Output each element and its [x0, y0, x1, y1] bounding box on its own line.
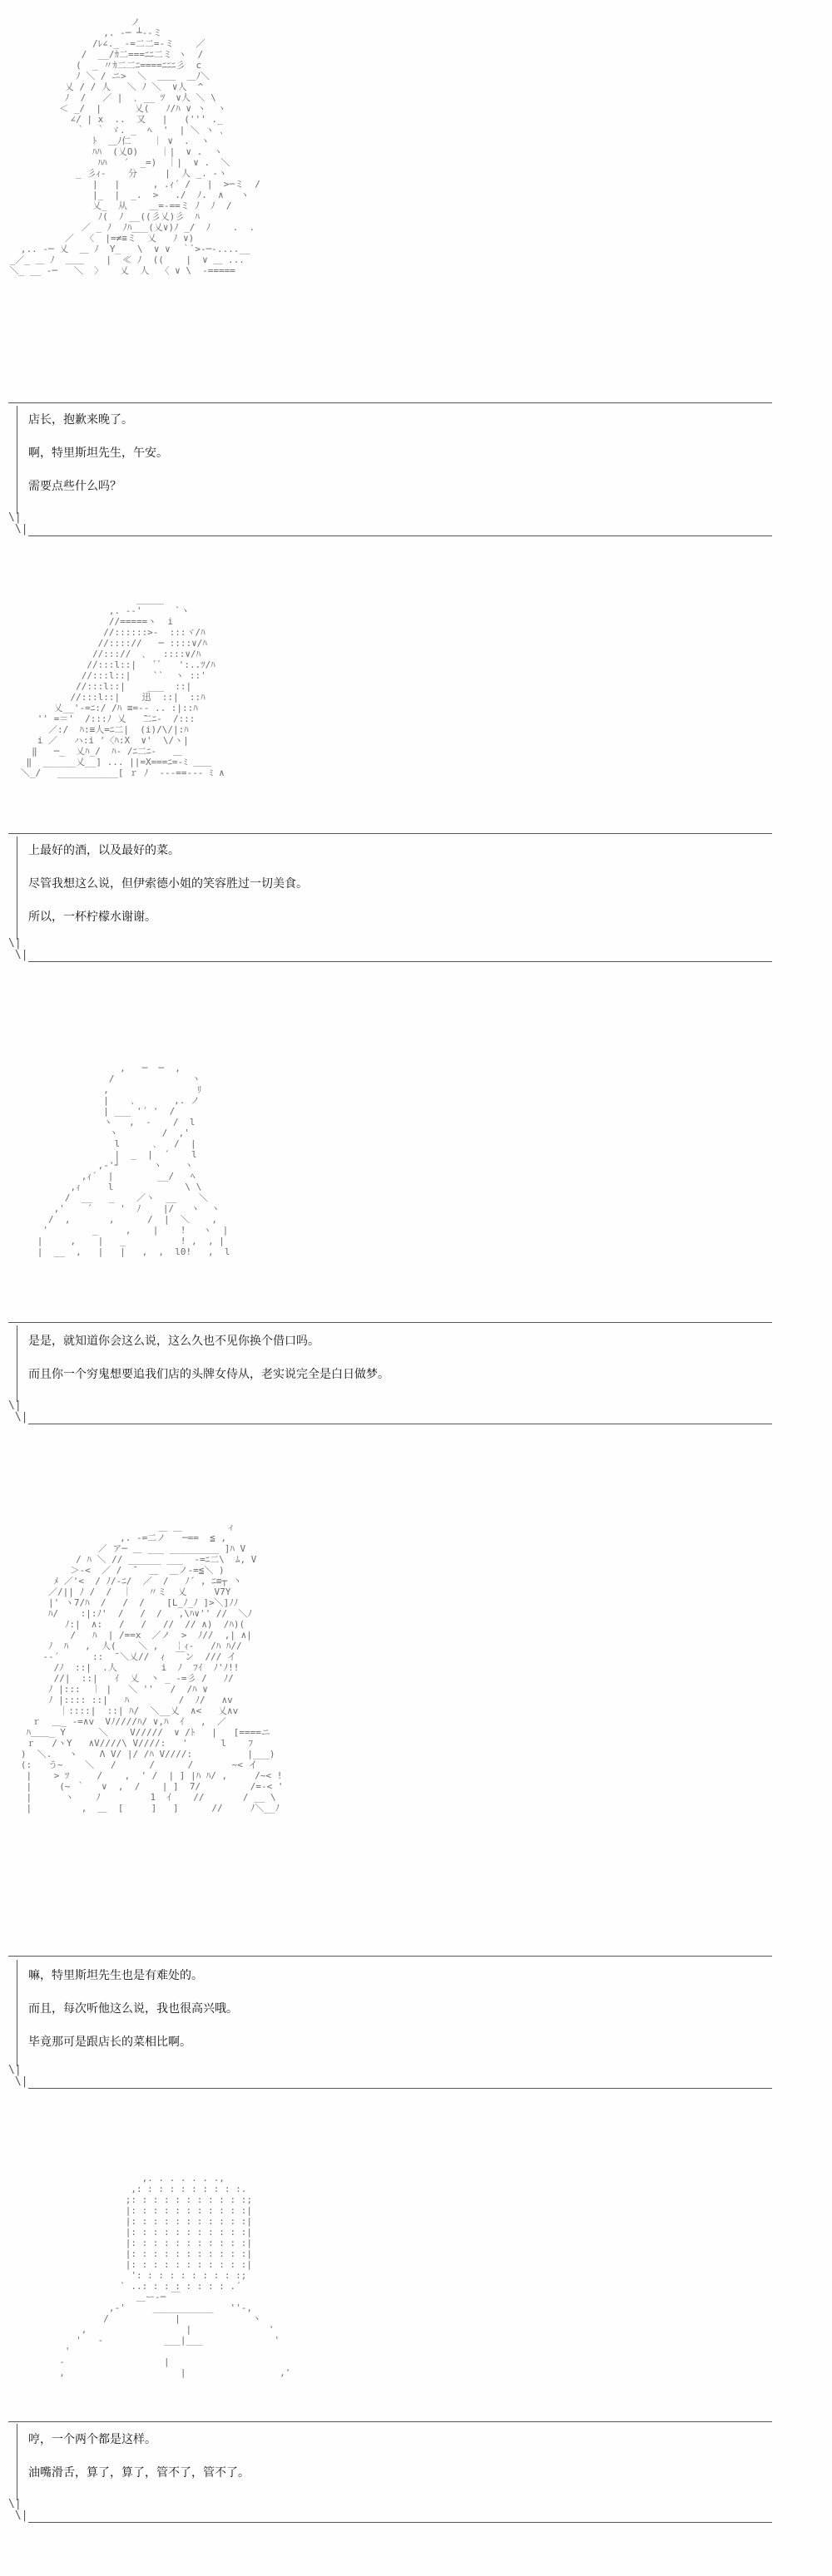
dialog-line: 毕竟那可是跟店长的菜相比啊。 [28, 2036, 191, 2049]
dialog-bracket: \| \| [8, 406, 23, 535]
ascii-art-illustration: ＿ ＿ ィ ,. ‐=二ノ ─== ≦ , ／ ア─ ＿ ___ _________ ]ﾊ V / ﾊ ＼ // ______ ___ -=ﾆ二\ ﾑ, V ＞-< ／ / ̄ ＿ ＿ノ-=≦＼ ) ﾒ ／'< / ﾉ/-ﾆ/ ／ / ﾉ´ , ﾆ≡┬ 丶 ／/|| ﾉ / / ｜ 〃ミ 乂 V7Y |' ヽ7/ﾊ / / / [L_ﾉ_ﾉ ]>＼]ﾉﾉ ﾊ/ :|:ﾉ' / / / ,\ﾊ∨'' // ＼ﾉ ﾉ:| ∧: / / // // ∧) /ﾊ)( / ﾊ | /==x ／ノ > ﾉ// ,| ∧| ﾉ ﾊ , 人( ＼ , ￤ｨ- /ﾊ ﾊ// -‐´ :: ̄ ＼乂// ｨ ￣ン /// イ /ﾉ ::| .人 i ﾉ ﾌｲ ﾉ'ﾉ!! //| ::| ｲ 乂 丶 _ -=彡 / ﾉ/ ﾉ |::: ｜ | ＼ '' / /ﾊ ∨ ﾉ |:::: ::| ﾊ / ﾉ/ ∧v ｜::::| ::| ﾊ/ ＼__乂 ∧< 乂∧v ｒ ＿_ -=∧v Vﾉ////ﾊ/ ∨,ﾊ ｲ , ／ ﾊ＿＿_ Y ＼ V///// ∨ /ﾄ | [====ニ ｒ /ヽY ∧V////\ V////: ' l ﾌ ) ＼. ヽ Λ V/ |/ /ﾊ V////: |___) (: う~ ＼ / / / ~< イ | > ﾂ / , ' / | ] |ﾊ ﾊ/ , /~< ! | (~ ｀ ∨ , / | ] 7/ /=-< ' | ヽ ﾉ 1 ｲ // / __ \ | , ＿ [ ] ] // ﾉ＼__ﾉ [20, 1522, 284, 1814]
divider-line [8, 833, 772, 834]
dialog-bracket: \| \| [8, 1325, 23, 1424]
ascii-art-illustration: ＿＿＿ ,. -‐' `ヽ //=====ヽ i //::::::>- :::ヾ/ﾊ //::::// ─ ::::∨/ﾊ //:::// ､ ::::∨/ﾊ //:::l::| ﾞﾞ ':..ﾂ/ﾊ //:::l::| `` ヽ ::' //:::l::| ___ ::| //:::l::| 迅 ::| ::ﾊ 乂__'-=ﾆ:/ /ﾊ ≡=-- .. :|::ﾊ '' =＝' /:::ﾉ 乂 ̄二ﾆ- /::: ／:/ ﾊ:≡人=ﾆ二| (i)/\/|:ﾊ i ／ ハ:i '〈ﾊ:X ∨' \/ヽ| ‖ ─_ 乂ﾊ_/ ﾊ- /ﾆ二ﾆ- ＿ ‖ ______乂__] ... ||=X===ﾆ=-ﾐ ＿＿ ＼_/ ___________[ ｒ ﾉ ---==--- ﾐ ∧ [20, 595, 225, 778]
divider-line [8, 1322, 772, 1323]
divider-line [28, 2088, 772, 2089]
dialog-line: 而且，每次听他这么说，我也很高兴哦。 [28, 2002, 238, 2016]
dialog-line: 需要点些什么吗？ [28, 480, 121, 493]
divider-line [28, 961, 772, 962]
dialog-bracket: \| \| [8, 2424, 23, 2522]
dialog-box [28, 412, 168, 511]
ascii-art-illustration: , ─ ─ , / ヽ , ﾘ | ､ ,. ノ | ___ '´ ' / ヽ , - / l ヽ / ,' l ､ / | | _ | ´ l ,-'┘ ヽ ヽ ,ｨ´ | __/ ﾍ ,ｨ l \ \ / __ _ ／ヽ __ ＼ ,' ´ ' ﾉ |/ ヽ ヽ / , , / | ＼ , ' _ , | ! ヽ | | , | _ ! , , | | __ , | | , , l0! , l [37, 1063, 230, 1257]
dialog-line: 店长，抱歉来晚了。 [28, 413, 133, 427]
dialog-line: 油嘴滑舌，算了，算了，管不了，管不了。 [28, 2466, 250, 2480]
divider-line [8, 2421, 772, 2422]
dialog-box [28, 842, 308, 942]
divider-line [28, 2522, 772, 2523]
dialog-line: 是是，就知道你会这么说，这么久也不见你换个借口吗。 [28, 1335, 319, 1348]
dialog-box [28, 1333, 389, 1399]
dialog-box [28, 2431, 250, 2498]
divider-line [8, 1956, 772, 1957]
dialog-line: 所以，一杯柠檬水谢谢。 [28, 910, 156, 924]
dialog-line: 上最好的酒，以及最好的菜。 [28, 844, 180, 857]
ascii-art-illustration: ,. . . . . . ., ,: : : : : : : : : :. ;: : : : : : : : : : :; |: : : : : : : : : : :| |: : : : : : : : : : :| |: : : : : : : : : : :| |: : : : : : : : : : :| |: : : : : : : : : : :| |: : : : : : : : : : :| ': : : : : : : : : :; ` ..: : : : : : : : .´ ＿ー‐─ ￣ ,-' ___________ ''-, / | ヽ , | ' ' - ___|___ ' ' - | , | ,' [59, 2173, 291, 2378]
dialog-box [28, 1967, 238, 2067]
dialog-line: 嘛，特里斯坦先生也是有难处的。 [28, 1969, 203, 1982]
ascii-art-illustration: ノ ,. -─ ┴‐-ミ /ﾚ∠._ -=二二=-ミ ／ / __/ｶ二===ﾆﾆ二ミ ヽ / ( _ 〃ｶ二二ﾆ====ﾆﾆﾆ彡 c ﾉ ＼ / ニ> ＼ ＿＿ ＿ﾉ＼ 乂 / / 人 ＼ ﾉ ＼ ∨人 ^ ﾉ / ／ | ､ __ ﾂ ∨人 ＼ \ ＜ _/ | 乂( ﾉ/ﾊ ∨ ヽ ヽ ∠/ | x .. 又 | (''' ._ ｀ ｀ ゞ. _ ﾍ ' | ＼ ヽ ､ ﾄ ＿ﾉ仁 ｜ ∨ . ヽ ﾊﾊ (乂O) ｜| ∨ . ヽ ﾊﾊ ´ _=) ｜| ∨ . ＼ _ 彡ｨ- 分 | 人 _. -ヽ | | , .ｨ´ / | >─ミ / |_ | _. > ./ ﾉ. ∧ ヽ 乂_ 从 ＿=-==ミ ﾉ ﾉ / ﾉ( ﾉ __((彡乂)彡 ﾊ ／ _ ﾉ ﾉﾊ___(乂∨)ﾉ _/ ﾉ . . ／ 〈 |=≠≡ミ 乂 ﾉ ∨) ,.. -─ 乂 ＿ ﾉ Y_ \ ∨ ∨ ｀ﾞ>-─-....__ _／_ ＿ ﾉ ＿＿ | ≪ ﾉ (( | ∨ ＿ ... ＼_ __ -─ ＼ 〉 乂 人 〈 ∨ \ ‐===== [9, 17, 260, 276]
divider-line [28, 535, 772, 536]
dialog-line: 而且你一个穷鬼想要追我们店的头牌女侍从，老实说完全是白日做梦。 [28, 1368, 389, 1381]
dialog-bracket: \| \| [8, 1960, 23, 2088]
dialog-bracket: \| \| [8, 836, 23, 961]
dialog-line: 尽管我想这么说，但伊索德小姐的笑容胜过一切美食。 [28, 877, 308, 891]
divider-line [8, 402, 772, 403]
dialog-line: 啊，特里斯坦先生，午安。 [28, 447, 168, 460]
dialog-line: 哼，一个两个都是这样。 [28, 2433, 156, 2446]
